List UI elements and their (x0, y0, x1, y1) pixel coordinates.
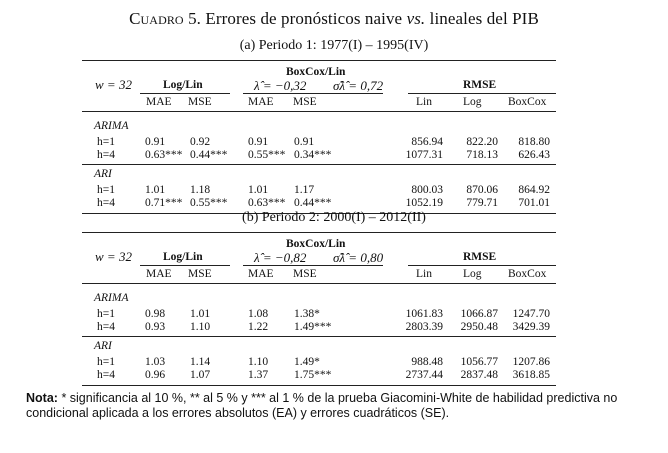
cell-boxcox-mse: 0.34*** (294, 149, 332, 161)
log-header: Log (463, 268, 482, 280)
boxcoxlin-header: BoxCox/Lin (286, 66, 346, 78)
boxcoxlin-rule (243, 265, 383, 266)
note-text: * significancia al 10 %, ** al 5 % y *** al 1 % de la prueba Giacomini-White de habilidad predictiva no condicional aplicada a los errores absolutos (EA) y errores cuadráticos (SE). (26, 391, 618, 420)
horizon-label: h=4 (97, 321, 115, 333)
caption-label: Cuadro (129, 9, 184, 28)
table-caption (0, 9, 668, 29)
horizon-label: h=1 (97, 356, 115, 368)
cell-loglin-mae: 0.91 (145, 136, 166, 148)
boxcoxlin-rule (243, 93, 383, 94)
cell-loglin-mse: 0.55*** (190, 197, 228, 209)
cell-boxcox-mae: 1.08 (248, 308, 269, 320)
cell-rmse-log: 822.20 (466, 136, 498, 148)
boxcox-header: BoxCox (508, 268, 547, 280)
boxcoxlin-header: BoxCox/Lin (286, 238, 346, 250)
cell-loglin-mae: 0.93 (145, 321, 166, 333)
group-name: ARI (94, 168, 112, 180)
cell-rmse-log: 718.13 (466, 149, 498, 161)
table-note (26, 391, 626, 421)
panel-title: (a) Periodo 1: 1977(I) – 1995(IV) (239, 38, 429, 53)
cell-rmse-boxcox: 3618.85 (512, 369, 550, 381)
header-rule (82, 283, 556, 284)
cell-boxcox-mse: 1.75*** (294, 369, 332, 381)
top-rule (82, 232, 556, 233)
caption-vs: vs. (406, 9, 426, 28)
lin-header: Lin (416, 96, 432, 108)
group-name: ARIMA (94, 120, 129, 132)
mse-header: MSE (293, 96, 317, 108)
cell-rmse-log: 870.06 (466, 184, 498, 196)
cell-loglin-mse: 0.44*** (190, 149, 228, 161)
horizon-label: h=1 (97, 184, 115, 196)
cell-rmse-lin: 1052.19 (405, 197, 443, 209)
cell-boxcox-mae: 0.91 (248, 136, 269, 148)
mae-header: MAE (248, 96, 274, 108)
cell-rmse-log: 779.71 (466, 197, 498, 209)
mae-header: MAE (146, 96, 172, 108)
cell-rmse-boxcox: 626.43 (518, 149, 550, 161)
caption-text-before: Errores de pronósticos naive (205, 9, 403, 28)
cell-rmse-lin: 1077.31 (405, 149, 443, 161)
mae-header: MAE (146, 268, 172, 280)
lin-header: Lin (416, 268, 432, 280)
sigma-estimate: σ̂λ̂ = 0,80 (333, 250, 384, 265)
horizon-label: h=4 (97, 369, 115, 381)
horizon-label: h=1 (97, 308, 115, 320)
sigma-estimate: σ̂λ̂ = 0,72 (333, 78, 384, 93)
cell-rmse-boxcox: 818.80 (518, 136, 550, 148)
cell-loglin-mse: 1.10 (190, 321, 211, 333)
group-separator-rule (82, 336, 556, 337)
cell-rmse-log: 2837.48 (460, 369, 498, 381)
cell-rmse-lin: 988.48 (411, 356, 443, 368)
mse-header: MSE (293, 268, 317, 280)
cell-boxcox-mae: 1.37 (248, 369, 269, 381)
horizon-label: h=4 (97, 149, 115, 161)
horizon-label: h=1 (97, 136, 115, 148)
w-label: w = 32 (95, 249, 132, 264)
cell-loglin-mse: 0.92 (190, 136, 211, 148)
cell-boxcox-mae: 0.63*** (248, 197, 286, 209)
w-label: w = 32 (95, 77, 132, 92)
cell-rmse-log: 1066.87 (460, 308, 498, 320)
mae-header: MAE (248, 268, 274, 280)
group-name: ARI (94, 340, 112, 352)
cell-rmse-lin: 2737.44 (405, 369, 443, 381)
cell-rmse-log: 1056.77 (460, 356, 498, 368)
cell-rmse-boxcox: 1207.86 (512, 356, 550, 368)
boxcox-header: BoxCox (508, 96, 547, 108)
cell-rmse-boxcox: 701.01 (518, 197, 550, 209)
rmse-rule (408, 265, 556, 266)
cell-rmse-boxcox: 3429.39 (512, 321, 550, 333)
cell-loglin-mse: 1.07 (190, 369, 211, 381)
cell-rmse-lin: 856.94 (411, 136, 443, 148)
cell-rmse-log: 2950.48 (460, 321, 498, 333)
bottom-rule (82, 385, 556, 386)
panel-title: (b) Periodo 2: 2000(I) – 2012(II) (242, 210, 426, 225)
cell-rmse-lin: 800.03 (411, 184, 443, 196)
cell-boxcox-mse: 1.38* (294, 308, 320, 320)
cell-loglin-mae: 0.63*** (145, 149, 183, 161)
cell-loglin-mae: 1.01 (145, 184, 166, 196)
top-rule (82, 60, 556, 61)
loglin-header: Log/Lin (163, 251, 203, 263)
mse-header: MSE (188, 268, 212, 280)
cell-loglin-mse: 1.18 (190, 184, 211, 196)
loglin-header: Log/Lin (163, 79, 203, 91)
cell-boxcox-mse: 0.44*** (294, 197, 332, 209)
cell-boxcox-mse: 1.17 (294, 184, 315, 196)
caption-number: 5. (188, 9, 202, 28)
cell-boxcox-mae: 1.01 (248, 184, 269, 196)
cell-loglin-mae: 0.71*** (145, 197, 183, 209)
rmse-header: RMSE (463, 251, 497, 263)
cell-boxcox-mae: 1.10 (248, 356, 269, 368)
group-separator-rule (82, 164, 556, 165)
lambda-estimate: λ̂ = −0,32 (254, 78, 307, 93)
cell-boxcox-mse: 1.49*** (294, 321, 332, 333)
note-label: Nota: (26, 391, 58, 405)
log-header: Log (463, 96, 482, 108)
lambda-estimate: λ̂ = −0,82 (254, 250, 307, 265)
cell-loglin-mse: 1.01 (190, 308, 211, 320)
cell-rmse-lin: 2803.39 (405, 321, 443, 333)
cell-loglin-mae: 1.03 (145, 356, 166, 368)
cell-rmse-boxcox: 1247.70 (512, 308, 550, 320)
loglin-rule (140, 93, 230, 94)
cell-boxcox-mae: 1.22 (248, 321, 269, 333)
cell-boxcox-mae: 0.55*** (248, 149, 286, 161)
cell-boxcox-mse: 0.91 (294, 136, 315, 148)
rmse-rule (408, 93, 556, 94)
cell-rmse-boxcox: 864.92 (518, 184, 550, 196)
caption-text-after: lineales del PIB (429, 9, 539, 28)
mse-header: MSE (188, 96, 212, 108)
cell-loglin-mse: 1.14 (190, 356, 211, 368)
rmse-header: RMSE (463, 79, 497, 91)
cell-loglin-mae: 0.98 (145, 308, 166, 320)
loglin-rule (140, 265, 230, 266)
header-rule (82, 111, 556, 112)
cell-loglin-mae: 0.96 (145, 369, 166, 381)
cell-boxcox-mse: 1.49* (294, 356, 320, 368)
cell-rmse-lin: 1061.83 (405, 308, 443, 320)
horizon-label: h=4 (97, 197, 115, 209)
group-name: ARIMA (94, 292, 129, 304)
